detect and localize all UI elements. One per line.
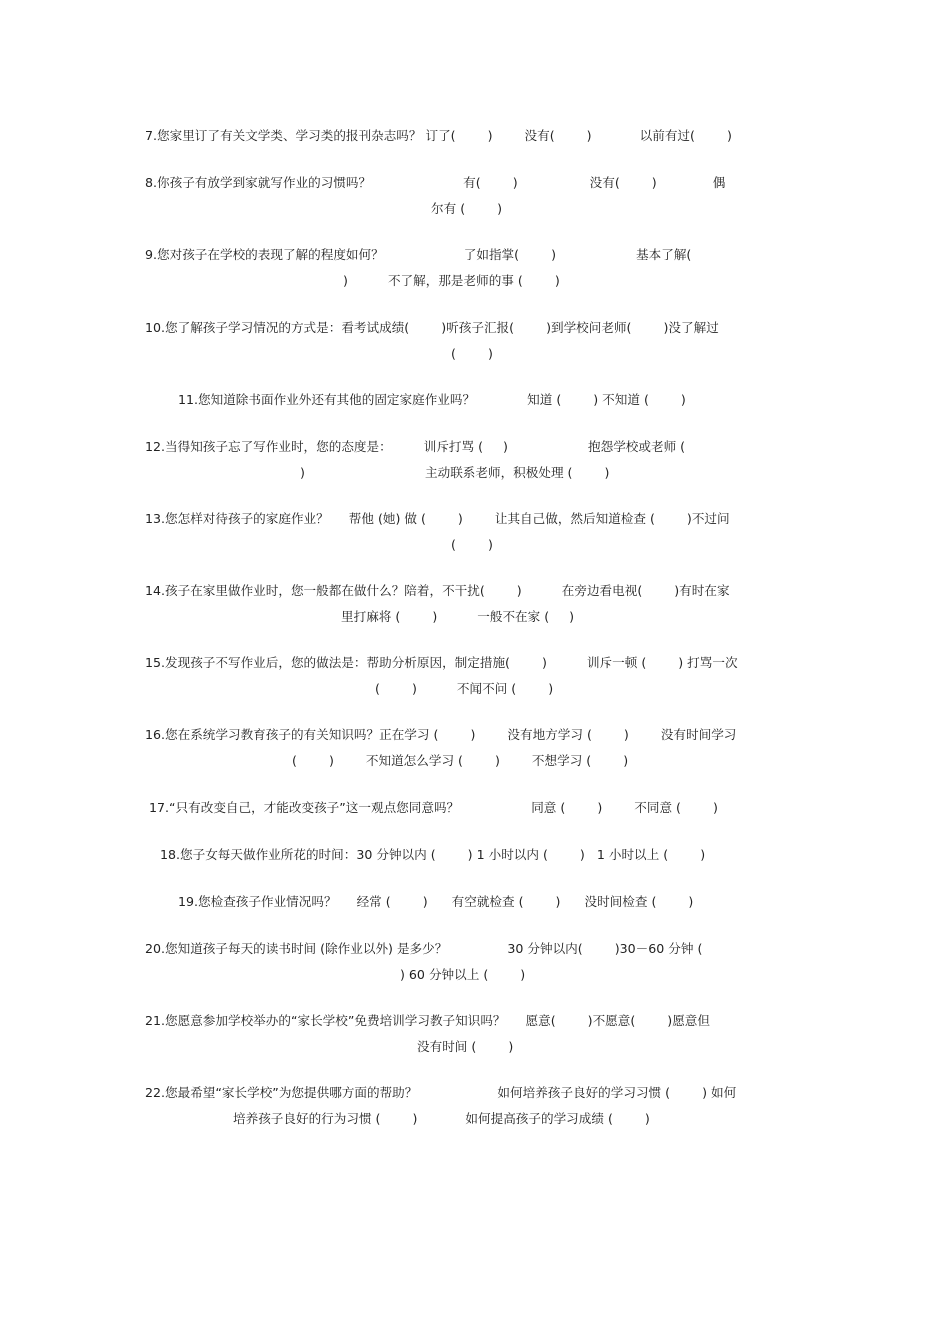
question-18-line-1: 18.您子女每天做作业所花的时间：30 分钟以内 ( ) 1 小时以内 ( ) 1 小时以上 ( ) — [160, 847, 706, 862]
question-17-line-1: 17.“只有改变自己，才能改变孩子”这一观点您同意吗？ 同意 ( ) 不同意 ( ) — [149, 800, 718, 815]
question-8-line-1: 8.你孩子有放学到家就写作业的习惯吗？ 有( ) 没有( ) 偶 — [145, 175, 726, 190]
question-8-line-2: 尔有 ( ) — [431, 201, 503, 216]
question-9-line-1: 9.您对孩子在学校的表现了解的程度如何？ 了如指掌( ) 基本了解( — [145, 247, 692, 262]
question-10-line-1: 10.您了解孩子学习情况的方式是：看考试成绩( )听孩子汇报( )到学校问老师( )没了解过 — [145, 320, 719, 335]
question-14-line-2: 里打麻将 ( ) 一般不在家 ( ) — [341, 609, 575, 624]
question-16-line-2: ( ) 不知道怎么学习 ( ) 不想学习 ( ) — [292, 753, 629, 768]
question-9-line-2: ) 不了解，那是老师的事 ( ) — [343, 273, 560, 288]
question-10-line-2: ( ) — [451, 346, 493, 361]
question-19-line-1: 19.您检查孩子作业情况吗？ 经常 ( ) 有空就检查 ( ) 没时间检查 ( ) — [178, 894, 694, 909]
question-13-line-2: ( ) — [451, 537, 493, 552]
question-15-line-2: ( ) 不闻不问 ( ) — [375, 681, 554, 696]
question-21-line-2: 没有时间 ( ) — [417, 1039, 514, 1054]
question-21-line-1: 21.您愿意参加学校举办的“家长学校”免费培训学习教子知识吗？ 愿意( )不愿意( )愿意但 — [145, 1013, 710, 1028]
question-20-line-1: 20.您知道孩子每天的读书时间 (除作业以外) 是多少？ 30 分钟以内( )30－60 分钟 ( — [145, 941, 703, 956]
question-12-line-2: ) 主动联系老师，积极处理 ( ) — [300, 465, 610, 480]
question-7-line-1: 7.您家里订了有关文学类、学习类的报刊杂志吗？ 订了( ) 没有( ) 以前有过( ) — [145, 128, 732, 143]
question-14-line-1: 14.孩子在家里做作业时，您一般都在做什么？陪着，不干扰( ) 在旁边看电视( )有时在家 — [145, 583, 730, 598]
question-13-line-1: 13.您怎样对待孩子的家庭作业？ 帮他 (她) 做 ( ) 让其自己做，然后知道检查 ( )不过问 — [145, 511, 730, 526]
question-22-line-1: 22.您最希望“家长学校”为您提供哪方面的帮助？ 如何培养孩子良好的学习习惯 ( ) 如何 — [145, 1085, 737, 1100]
question-22-line-2: 培养孩子良好的行为习惯 ( ) 如何提高孩子的学习成绩 ( ) — [233, 1111, 650, 1126]
question-11-line-1: 11.您知道除书面作业外还有其他的固定家庭作业吗？ 知道 ( ) 不知道 ( ) — [178, 392, 686, 407]
question-12-line-1: 12.当得知孩子忘了写作业时，您的态度是： 训斥打骂 ( ) 抱怨学校或老师 ( — [145, 439, 686, 454]
question-20-line-2: ) 60 分钟以上 ( ) — [400, 967, 526, 982]
question-15-line-1: 15.发现孩子不写作业后，您的做法是：帮助分析原因，制定措施( ) 训斥一顿 ( ) 打骂一次 — [145, 655, 738, 670]
question-16-line-1: 16.您在系统学习教育孩子的有关知识吗？正在学习 ( ) 没有地方学习 ( ) 没有时间学习 — [145, 727, 737, 742]
